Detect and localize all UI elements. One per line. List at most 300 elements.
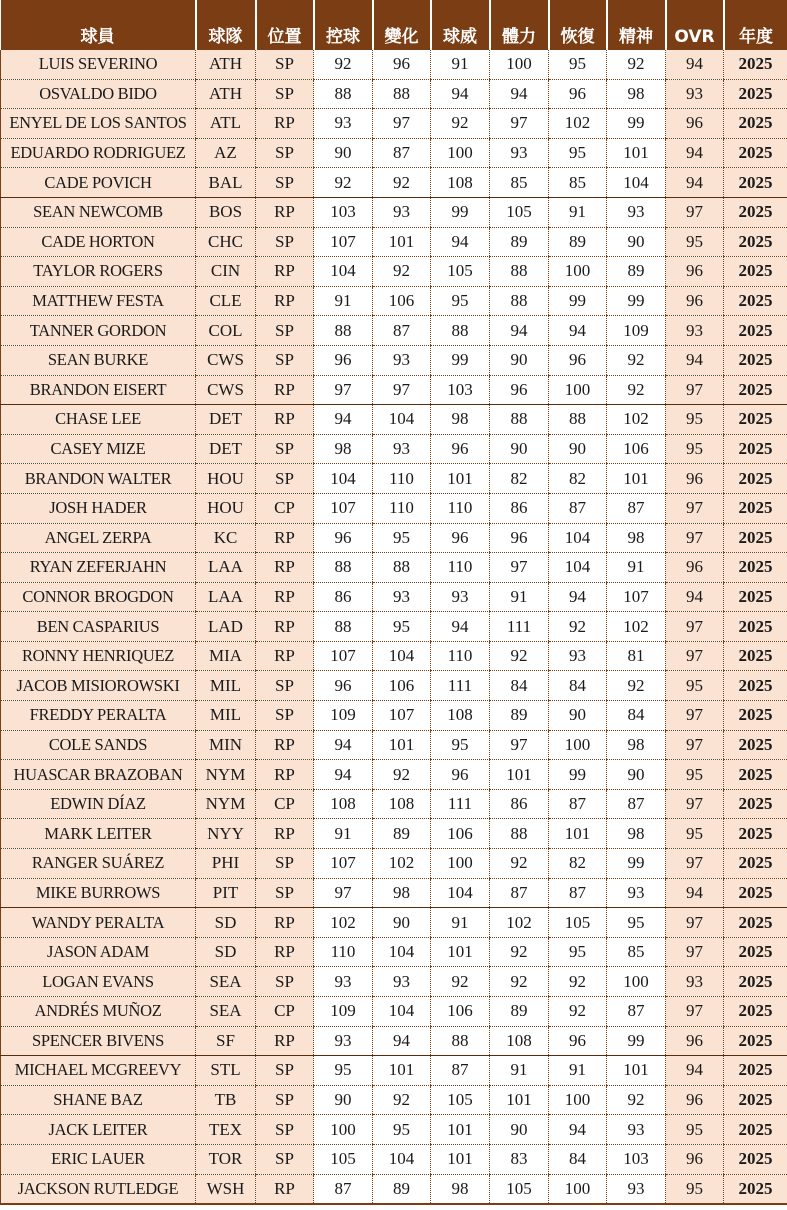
velocity-cell: 108 <box>431 168 490 198</box>
team-cell: STL <box>196 1056 256 1086</box>
year-cell: 2025 <box>724 168 787 198</box>
control-cell: 97 <box>314 878 373 908</box>
ovr-cell: 97 <box>666 937 724 967</box>
player-name-cell: WANDY PERALTA <box>1 908 196 938</box>
player-name-cell: SEAN BURKE <box>1 345 196 375</box>
ovr-cell: 96 <box>666 1144 724 1174</box>
ovr-cell: 97 <box>666 612 724 642</box>
team-cell: CLE <box>196 286 256 316</box>
year-cell: 2025 <box>724 701 787 731</box>
mental-cell: 90 <box>607 760 666 790</box>
recovery-cell: 102 <box>549 109 607 139</box>
year-cell: 2025 <box>724 789 787 819</box>
recovery-cell: 89 <box>549 227 607 257</box>
player-name-cell: ANGEL ZERPA <box>1 523 196 553</box>
velocity-cell: 94 <box>431 79 490 109</box>
recovery-cell: 90 <box>549 434 607 464</box>
ovr-cell: 96 <box>666 1085 724 1115</box>
breaking-cell: 93 <box>373 197 431 227</box>
recovery-cell: 100 <box>549 730 607 760</box>
year-cell: 2025 <box>724 612 787 642</box>
team-cell: SF <box>196 1026 256 1056</box>
position-cell: SP <box>256 345 314 375</box>
breaking-cell: 88 <box>373 79 431 109</box>
player-name-cell: ERIC LAUER <box>1 1144 196 1174</box>
year-cell: 2025 <box>724 937 787 967</box>
breaking-cell: 104 <box>373 405 431 435</box>
table-row <box>1 405 787 435</box>
control-cell: 91 <box>314 286 373 316</box>
stamina-cell: 84 <box>490 671 549 701</box>
velocity-cell: 110 <box>431 641 490 671</box>
table-row <box>1 109 787 139</box>
control-cell: 109 <box>314 997 373 1027</box>
velocity-cell: 92 <box>431 967 490 997</box>
team-cell: COL <box>196 316 256 346</box>
breaking-cell: 107 <box>373 701 431 731</box>
player-name-cell: MARK LEITER <box>1 819 196 849</box>
recovery-cell: 82 <box>549 464 607 494</box>
breaking-cell: 106 <box>373 671 431 701</box>
ovr-cell: 93 <box>666 967 724 997</box>
team-cell: LAD <box>196 612 256 642</box>
player-name-cell: JACOB MISIOROWSKI <box>1 671 196 701</box>
position-cell: SP <box>256 878 314 908</box>
team-cell: WSH <box>196 1174 256 1204</box>
team-cell: LAA <box>196 582 256 612</box>
player-name-cell: ENYEL DE LOS SANTOS <box>1 109 196 139</box>
player-name-cell: JASON ADAM <box>1 937 196 967</box>
team-cell: TB <box>196 1085 256 1115</box>
breaking-cell: 95 <box>373 612 431 642</box>
control-cell: 87 <box>314 1174 373 1204</box>
mental-cell: 92 <box>607 671 666 701</box>
table-row <box>1 908 787 938</box>
ovr-cell: 93 <box>666 79 724 109</box>
position-cell: SP <box>256 967 314 997</box>
control-cell: 92 <box>314 50 373 79</box>
velocity-cell: 91 <box>431 908 490 938</box>
year-cell: 2025 <box>724 405 787 435</box>
team-cell: AZ <box>196 138 256 168</box>
control-cell: 107 <box>314 849 373 879</box>
breaking-cell: 97 <box>373 375 431 405</box>
mental-cell: 101 <box>607 138 666 168</box>
stamina-cell: 101 <box>490 1085 549 1115</box>
year-cell: 2025 <box>724 197 787 227</box>
recovery-cell: 100 <box>549 1085 607 1115</box>
table-row <box>1 612 787 642</box>
player-name-cell: EDWIN DÍAZ <box>1 789 196 819</box>
player-name-cell: BRANDON EISERT <box>1 375 196 405</box>
year-cell: 2025 <box>724 1056 787 1086</box>
recovery-cell: 87 <box>549 789 607 819</box>
breaking-cell: 108 <box>373 789 431 819</box>
breaking-cell: 101 <box>373 227 431 257</box>
year-cell: 2025 <box>724 730 787 760</box>
player-name-cell: OSVALDO BIDO <box>1 79 196 109</box>
position-cell: SP <box>256 168 314 198</box>
breaking-cell: 95 <box>373 523 431 553</box>
player-name-cell: CASEY MIZE <box>1 434 196 464</box>
position-cell: SP <box>256 1144 314 1174</box>
control-cell: 104 <box>314 257 373 287</box>
control-cell: 88 <box>314 79 373 109</box>
table-row <box>1 79 787 109</box>
control-cell: 94 <box>314 405 373 435</box>
year-cell: 2025 <box>724 1144 787 1174</box>
velocity-cell: 101 <box>431 1144 490 1174</box>
year-cell: 2025 <box>724 908 787 938</box>
position-cell: SP <box>256 464 314 494</box>
velocity-cell: 98 <box>431 1174 490 1204</box>
year-cell: 2025 <box>724 819 787 849</box>
mental-cell: 93 <box>607 197 666 227</box>
table-row <box>1 1085 787 1115</box>
year-cell: 2025 <box>724 1085 787 1115</box>
velocity-cell: 88 <box>431 1026 490 1056</box>
ovr-cell: 96 <box>666 109 724 139</box>
mental-cell: 102 <box>607 405 666 435</box>
mental-cell: 95 <box>607 908 666 938</box>
year-cell: 2025 <box>724 582 787 612</box>
recovery-cell: 91 <box>549 197 607 227</box>
team-cell: MIN <box>196 730 256 760</box>
velocity-cell: 111 <box>431 671 490 701</box>
recovery-cell: 94 <box>549 316 607 346</box>
mental-cell: 93 <box>607 1174 666 1204</box>
velocity-cell: 101 <box>431 1115 490 1145</box>
player-name-cell: HUASCAR BRAZOBAN <box>1 760 196 790</box>
position-cell: SP <box>256 227 314 257</box>
year-cell: 2025 <box>724 109 787 139</box>
table-row <box>1 937 787 967</box>
header-velocity: 球威 <box>431 0 490 50</box>
table-row <box>1 1026 787 1056</box>
breaking-cell: 102 <box>373 849 431 879</box>
control-cell: 102 <box>314 908 373 938</box>
breaking-cell: 87 <box>373 316 431 346</box>
table-row <box>1 967 787 997</box>
player-name-cell: RANGER SUÁREZ <box>1 849 196 879</box>
velocity-cell: 95 <box>431 286 490 316</box>
stamina-cell: 85 <box>490 168 549 198</box>
recovery-cell: 82 <box>549 849 607 879</box>
table-row <box>1 849 787 879</box>
position-cell: RP <box>256 760 314 790</box>
velocity-cell: 99 <box>431 197 490 227</box>
control-cell: 100 <box>314 1115 373 1145</box>
breaking-cell: 92 <box>373 1085 431 1115</box>
stamina-cell: 88 <box>490 286 549 316</box>
year-cell: 2025 <box>724 345 787 375</box>
team-cell: TEX <box>196 1115 256 1145</box>
team-cell: ATH <box>196 79 256 109</box>
position-cell: CP <box>256 493 314 523</box>
control-cell: 97 <box>314 375 373 405</box>
year-cell: 2025 <box>724 464 787 494</box>
year-cell: 2025 <box>724 1026 787 1056</box>
player-name-cell: COLE SANDS <box>1 730 196 760</box>
stamina-cell: 89 <box>490 701 549 731</box>
player-name-cell: JACKSON RUTLEDGE <box>1 1174 196 1204</box>
recovery-cell: 100 <box>549 1174 607 1204</box>
ovr-cell: 96 <box>666 286 724 316</box>
ovr-cell: 95 <box>666 760 724 790</box>
table-row <box>1 50 787 79</box>
velocity-cell: 111 <box>431 789 490 819</box>
ovr-cell: 94 <box>666 50 724 79</box>
ovr-cell: 97 <box>666 523 724 553</box>
player-name-cell: SPENCER BIVENS <box>1 1026 196 1056</box>
player-name-cell: BEN CASPARIUS <box>1 612 196 642</box>
breaking-cell: 93 <box>373 967 431 997</box>
control-cell: 93 <box>314 109 373 139</box>
header-year: 年度 <box>724 0 787 50</box>
stamina-cell: 94 <box>490 79 549 109</box>
stamina-cell: 111 <box>490 612 549 642</box>
year-cell: 2025 <box>724 523 787 553</box>
position-cell: RP <box>256 730 314 760</box>
team-cell: DET <box>196 405 256 435</box>
table-row <box>1 701 787 731</box>
control-cell: 104 <box>314 464 373 494</box>
ovr-cell: 97 <box>666 375 724 405</box>
stamina-cell: 90 <box>490 345 549 375</box>
stamina-cell: 97 <box>490 553 549 583</box>
recovery-cell: 100 <box>549 257 607 287</box>
control-cell: 107 <box>314 641 373 671</box>
player-name-cell: EDUARDO RODRIGUEZ <box>1 138 196 168</box>
position-cell: SP <box>256 671 314 701</box>
ovr-cell: 96 <box>666 553 724 583</box>
breaking-cell: 110 <box>373 493 431 523</box>
recovery-cell: 95 <box>549 937 607 967</box>
breaking-cell: 110 <box>373 464 431 494</box>
ovr-cell: 94 <box>666 1056 724 1086</box>
control-cell: 91 <box>314 819 373 849</box>
stamina-cell: 87 <box>490 878 549 908</box>
year-cell: 2025 <box>724 138 787 168</box>
ovr-cell: 97 <box>666 789 724 819</box>
year-cell: 2025 <box>724 760 787 790</box>
year-cell: 2025 <box>724 553 787 583</box>
control-cell: 96 <box>314 671 373 701</box>
ovr-cell: 95 <box>666 819 724 849</box>
team-cell: SEA <box>196 997 256 1027</box>
velocity-cell: 105 <box>431 1085 490 1115</box>
mental-cell: 89 <box>607 257 666 287</box>
breaking-cell: 92 <box>373 168 431 198</box>
player-name-cell: TANNER GORDON <box>1 316 196 346</box>
header-recovery: 恢復 <box>549 0 607 50</box>
position-cell: RP <box>256 405 314 435</box>
ovr-cell: 94 <box>666 168 724 198</box>
recovery-cell: 92 <box>549 612 607 642</box>
breaking-cell: 101 <box>373 1056 431 1086</box>
table-row <box>1 197 787 227</box>
control-cell: 107 <box>314 493 373 523</box>
recovery-cell: 85 <box>549 168 607 198</box>
mental-cell: 87 <box>607 493 666 523</box>
player-name-cell: TAYLOR ROGERS <box>1 257 196 287</box>
year-cell: 2025 <box>724 1174 787 1204</box>
team-cell: SEA <box>196 967 256 997</box>
year-cell: 2025 <box>724 257 787 287</box>
position-cell: SP <box>256 138 314 168</box>
mental-cell: 109 <box>607 316 666 346</box>
position-cell: RP <box>256 257 314 287</box>
mental-cell: 87 <box>607 997 666 1027</box>
year-cell: 2025 <box>724 434 787 464</box>
ovr-cell: 95 <box>666 671 724 701</box>
recovery-cell: 99 <box>549 760 607 790</box>
breaking-cell: 92 <box>373 760 431 790</box>
mental-cell: 98 <box>607 730 666 760</box>
header-position: 位置 <box>256 0 314 50</box>
recovery-cell: 88 <box>549 405 607 435</box>
table-row <box>1 257 787 287</box>
table-row <box>1 789 787 819</box>
velocity-cell: 101 <box>431 937 490 967</box>
table-row <box>1 316 787 346</box>
year-cell: 2025 <box>724 1115 787 1145</box>
player-name-cell: JACK LEITER <box>1 1115 196 1145</box>
breaking-cell: 89 <box>373 1174 431 1204</box>
control-cell: 109 <box>314 701 373 731</box>
recovery-cell: 93 <box>549 641 607 671</box>
stamina-cell: 108 <box>490 1026 549 1056</box>
recovery-cell: 91 <box>549 1056 607 1086</box>
recovery-cell: 84 <box>549 671 607 701</box>
stamina-cell: 105 <box>490 197 549 227</box>
year-cell: 2025 <box>724 671 787 701</box>
stamina-cell: 102 <box>490 908 549 938</box>
player-name-cell: MICHAEL MCGREEVY <box>1 1056 196 1086</box>
position-cell: CP <box>256 997 314 1027</box>
position-cell: SP <box>256 701 314 731</box>
team-cell: LAA <box>196 553 256 583</box>
breaking-cell: 92 <box>373 257 431 287</box>
mental-cell: 92 <box>607 345 666 375</box>
velocity-cell: 100 <box>431 849 490 879</box>
position-cell: RP <box>256 582 314 612</box>
ovr-cell: 95 <box>666 227 724 257</box>
player-name-cell: RONNY HENRIQUEZ <box>1 641 196 671</box>
breaking-cell: 104 <box>373 641 431 671</box>
stamina-cell: 90 <box>490 434 549 464</box>
header-breaking: 變化 <box>373 0 431 50</box>
player-name-cell: CADE HORTON <box>1 227 196 257</box>
stamina-cell: 92 <box>490 937 549 967</box>
header-ovr: OVR <box>666 0 724 50</box>
position-cell: SP <box>256 316 314 346</box>
stamina-cell: 92 <box>490 849 549 879</box>
control-cell: 93 <box>314 967 373 997</box>
table-row <box>1 1056 787 1086</box>
mental-cell: 91 <box>607 553 666 583</box>
player-name-cell: BRANDON WALTER <box>1 464 196 494</box>
breaking-cell: 87 <box>373 138 431 168</box>
year-cell: 2025 <box>724 316 787 346</box>
table-row <box>1 345 787 375</box>
player-name-cell: MIKE BURROWS <box>1 878 196 908</box>
mental-cell: 81 <box>607 641 666 671</box>
recovery-cell: 87 <box>549 493 607 523</box>
year-cell: 2025 <box>724 50 787 79</box>
stamina-cell: 93 <box>490 138 549 168</box>
table-row <box>1 997 787 1027</box>
table-row <box>1 819 787 849</box>
control-cell: 92 <box>314 168 373 198</box>
header-control: 控球 <box>314 0 373 50</box>
player-name-cell: CHASE LEE <box>1 405 196 435</box>
ovr-cell: 97 <box>666 701 724 731</box>
ovr-cell: 97 <box>666 730 724 760</box>
team-cell: BOS <box>196 197 256 227</box>
velocity-cell: 94 <box>431 612 490 642</box>
mental-cell: 98 <box>607 79 666 109</box>
player-name-cell: RYAN ZEFERJAHN <box>1 553 196 583</box>
stamina-cell: 92 <box>490 641 549 671</box>
player-name-cell: FREDDY PERALTA <box>1 701 196 731</box>
velocity-cell: 96 <box>431 434 490 464</box>
team-cell: HOU <box>196 464 256 494</box>
player-name-cell: SHANE BAZ <box>1 1085 196 1115</box>
control-cell: 103 <box>314 197 373 227</box>
recovery-cell: 90 <box>549 701 607 731</box>
team-cell: PHI <box>196 849 256 879</box>
year-cell: 2025 <box>724 227 787 257</box>
team-cell: SD <box>196 908 256 938</box>
year-cell: 2025 <box>724 493 787 523</box>
stamina-cell: 105 <box>490 1174 549 1204</box>
team-cell: HOU <box>196 493 256 523</box>
table-row <box>1 641 787 671</box>
player-name-cell: LOGAN EVANS <box>1 967 196 997</box>
breaking-cell: 101 <box>373 730 431 760</box>
table-row <box>1 375 787 405</box>
position-cell: RP <box>256 553 314 583</box>
control-cell: 94 <box>314 730 373 760</box>
mental-cell: 101 <box>607 464 666 494</box>
stamina-cell: 89 <box>490 997 549 1027</box>
table-row <box>1 553 787 583</box>
control-cell: 93 <box>314 1026 373 1056</box>
control-cell: 105 <box>314 1144 373 1174</box>
breaking-cell: 94 <box>373 1026 431 1056</box>
table-row <box>1 168 787 198</box>
position-cell: RP <box>256 937 314 967</box>
stamina-cell: 83 <box>490 1144 549 1174</box>
position-cell: RP <box>256 109 314 139</box>
ovr-cell: 96 <box>666 464 724 494</box>
year-cell: 2025 <box>724 997 787 1027</box>
control-cell: 86 <box>314 582 373 612</box>
recovery-cell: 100 <box>549 375 607 405</box>
team-cell: CWS <box>196 375 256 405</box>
year-cell: 2025 <box>724 286 787 316</box>
team-cell: DET <box>196 434 256 464</box>
table-row <box>1 1115 787 1145</box>
breaking-cell: 88 <box>373 553 431 583</box>
player-name-cell: CONNOR BROGDON <box>1 582 196 612</box>
recovery-cell: 104 <box>549 553 607 583</box>
stamina-cell: 91 <box>490 1056 549 1086</box>
table-row <box>1 493 787 523</box>
ovr-cell: 95 <box>666 405 724 435</box>
table-row <box>1 582 787 612</box>
